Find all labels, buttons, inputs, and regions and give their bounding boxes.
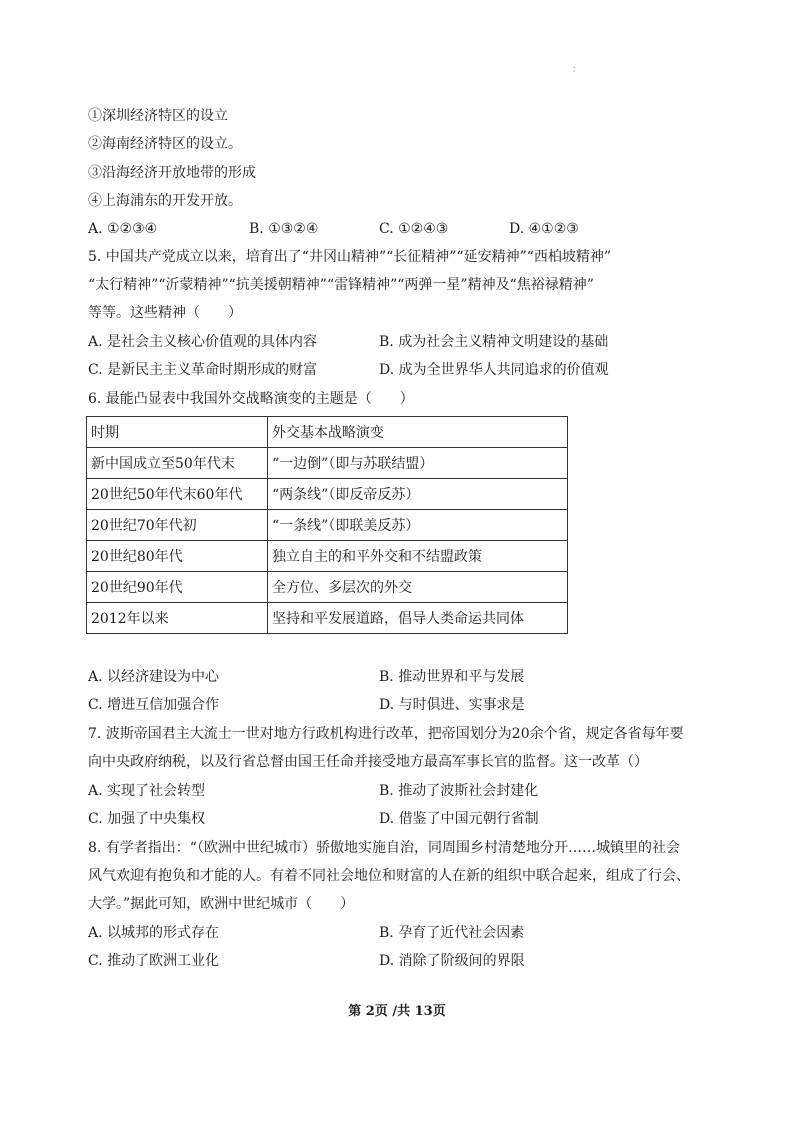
- q8-option-b: B. 孕育了近代社会因素: [379, 925, 525, 941]
- q5-option-c: C. 是新民主主义革命时期形成的财富: [88, 362, 318, 378]
- table-cell: 坚持和平发展道路，倡导人类命运共同体: [268, 603, 568, 634]
- diplomacy-table: [86, 416, 568, 634]
- q8-option-d: D. 消除了阶级间的界限: [379, 953, 525, 969]
- q7-option-d: D. 借鉴了中国元朝行省制: [379, 811, 539, 827]
- table-header-cell: 外交基本战略演变: [268, 417, 568, 448]
- q5-option-b: B. 成为社会主义精神文明建设的基础: [379, 334, 609, 350]
- table-header-cell: 时期: [87, 417, 268, 448]
- q7-option-b: B. 推动了波斯社会封建化: [379, 783, 539, 799]
- q7-option-c: C. 加强了中央集权: [88, 811, 206, 827]
- table-cell: 独立自主的和平外交和不结盟政策: [268, 541, 568, 572]
- q5-stem-line-3: 等等。这些精神（ ）: [88, 305, 242, 321]
- q7-stem-line-2: 向中央政府纳税，以及行省总督由国王任命并接受地方最高军事长官的监督。这一改革（）: [88, 754, 648, 770]
- corner-mark: ：: [572, 65, 582, 75]
- q5-stem-line-1: 5. 中国共产党成立以来，培育出了“井冈山精神”“长征精神”“延安精神”“西柏坡精神”: [88, 249, 612, 265]
- table-row: [87, 603, 568, 634]
- q8-stem-line-3: 大学。”据此可知，欧洲中世纪城市（ ）: [88, 896, 355, 912]
- q4-option-b: B. ①③②④: [249, 221, 319, 237]
- q7-option-a: A. 实现了社会转型: [88, 783, 206, 799]
- table-cell: “一边倒”（即与苏联结盟）: [268, 448, 568, 479]
- table-row: [87, 572, 568, 603]
- q6-option-c: C. 增进互信加强合作: [88, 697, 220, 713]
- table-cell: 20世纪80年代: [87, 541, 268, 572]
- table-header-row: [87, 417, 568, 448]
- table-row: [87, 541, 568, 572]
- q7-stem-line-1: 7. 波斯帝国君主大流士一世对地方行政机构进行改革，把帝国划分为20余个省，规定各省每年要: [88, 726, 684, 742]
- q4-option-c: C. ①②④③: [379, 221, 449, 237]
- table-row: [87, 448, 568, 479]
- table-cell: “两条线”（即反帝反苏）: [268, 479, 568, 510]
- intro-item-2: ②海南经济特区的设立。: [88, 136, 242, 152]
- intro-item-1: ①深圳经济特区的设立: [88, 108, 228, 124]
- q8-option-a: A. 以城邦的形式存在: [88, 925, 220, 941]
- q6-stem: 6. 最能凸显表中我国外交战略演变的主题是（ ）: [88, 391, 414, 407]
- q8-option-c: C. 推动了欧洲工业化: [88, 953, 220, 969]
- q4-option-d: D. ④①②③: [509, 221, 579, 237]
- intro-item-3: ③沿海经济开放地带的形成: [88, 165, 256, 181]
- q6-option-d: D. 与时俱进、实事求是: [379, 697, 525, 713]
- table-row: [87, 510, 568, 541]
- table-cell: “一条线”（即联美反苏）: [268, 510, 568, 541]
- q5-stem-line-2: “太行精神”“沂蒙精神”“抗美援朝精神”“雷锋精神”“两弹一星”精神及“焦裕禄精神”: [88, 277, 594, 293]
- q4-option-a: A. ①②③④: [88, 221, 158, 237]
- table-cell: 20世纪90年代: [87, 572, 268, 603]
- q8-stem-line-2: 风气欢迎有抱负和才能的人。有着不同社会地位和财富的人在新的组织中联合起来，组成了行会、: [88, 868, 690, 884]
- q8-stem-line-1: 8. 有学者指出：“（欧洲中世纪城市）骄傲地实施自治，同周围乡村清楚地分开……城镇里的社会: [88, 840, 680, 856]
- table-cell: 全方位、多层次的外交: [268, 572, 568, 603]
- table-cell: 20世纪50年代末60年代: [87, 479, 268, 510]
- intro-item-4: ④上海浦东的开发开放。: [88, 193, 242, 209]
- q5-option-d: D. 成为全世界华人共同追求的价值观: [379, 362, 609, 378]
- q6-option-b: B. 推动世界和平与发展: [379, 669, 525, 685]
- table-row: [87, 479, 568, 510]
- page-footer: 第 2页 /共 13页: [348, 1004, 446, 1019]
- q5-option-a: A. 是社会主义核心价值观的具体内容: [88, 334, 318, 350]
- q6-option-a: A. 以经济建设为中心: [88, 669, 220, 685]
- table-cell: 20世纪70年代初: [87, 510, 268, 541]
- table-cell: 2012年以来: [87, 603, 268, 634]
- table-cell: 新中国成立至50年代末: [87, 448, 268, 479]
